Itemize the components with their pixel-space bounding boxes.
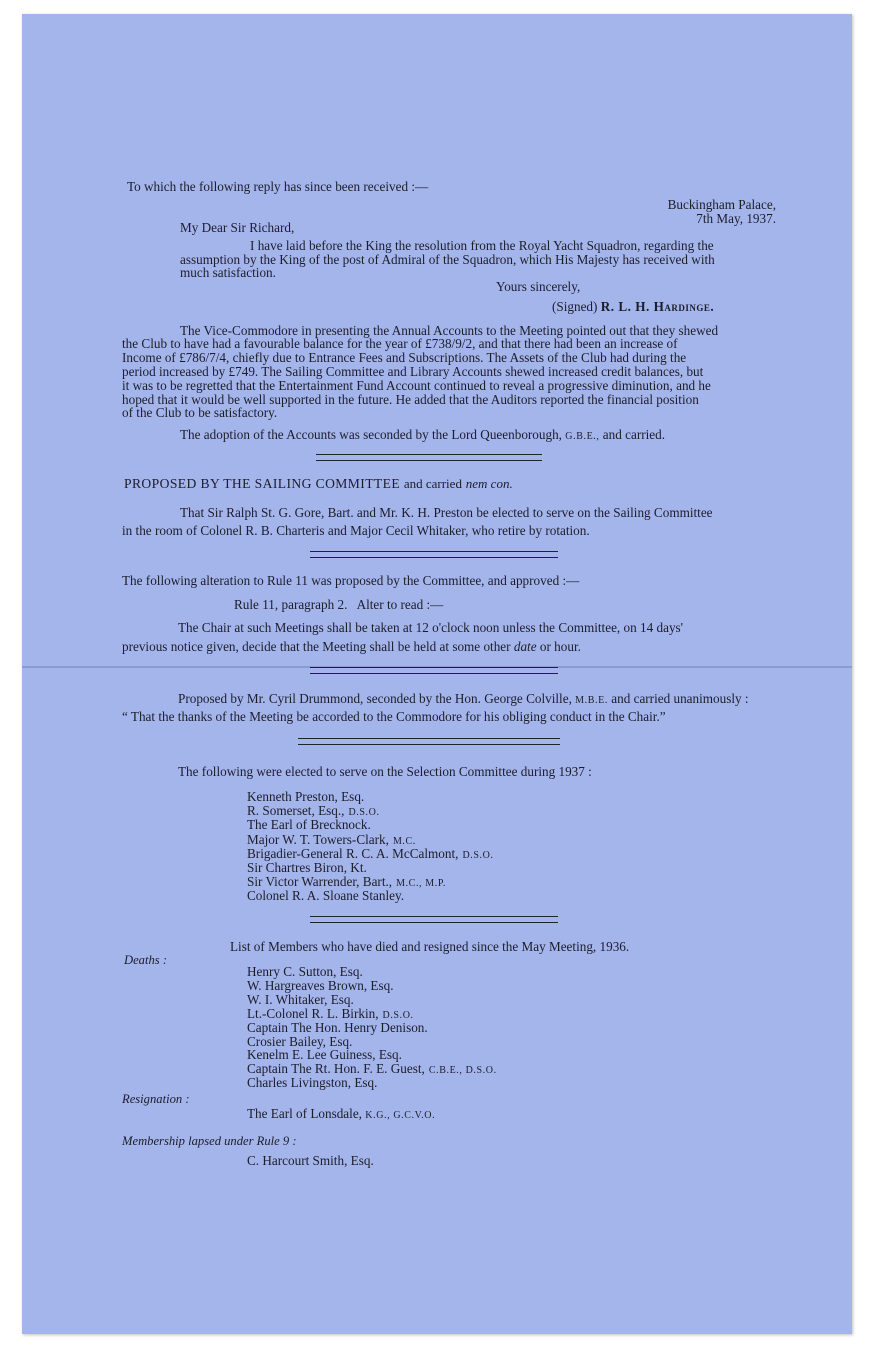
section-divider (310, 551, 558, 558)
accounts-line: the Club to have had a favourable balance for the year of £738/9/2, and that there had been an increase of (122, 336, 678, 351)
sailing-heading-italic: nem con. (465, 476, 513, 491)
death-entry-honour: C.B.E., D.S.O. (428, 1065, 497, 1077)
selection-member-honour: D.S.O. (348, 807, 380, 819)
sailing-heading-text: PROPOSED BY THE SAILING COMMITTEE (124, 476, 401, 491)
sailing-heading (124, 476, 513, 492)
rule-change-line: The Chair at such Meetings shall be taken at 12 o'clock noon unless the Committee, on 14 days' (178, 620, 684, 635)
selection-member-name: Brigadier-General R. C. A. McCalmont, (247, 845, 459, 861)
letter-closing: Yours sincerely, (496, 279, 581, 294)
selection-member-name: Sir Chartres Biron, Kt. (247, 860, 367, 875)
resignation-entry (247, 1107, 435, 1123)
document-page (22, 14, 852, 1334)
lapsed-entry: C. Harcourt Smith, Esq. (247, 1153, 374, 1168)
thanks-text: Proposed by Mr. Cyril Drummond, seconded by the Hon. George Colville, (178, 691, 572, 706)
rule-change-ref (234, 598, 443, 612)
letter-date: 7th May, 1937. (696, 211, 776, 226)
selection-member-name: Kenneth Preston, Esq. (247, 789, 365, 804)
rule-line2-text: previous notice given, decide that the Meeting shall be held at some other (122, 639, 511, 654)
death-entry-name: Kenelm E. Lee Guiness, Esq. (247, 1047, 402, 1063)
death-entry-name: Crosier Bailey, Esq. (247, 1033, 353, 1049)
letter-place: Buckingham Palace, (667, 197, 776, 212)
death-entry-name: W. Hargreaves Brown, Esq. (247, 977, 394, 993)
sailing-heading-suffix: and carried (403, 476, 462, 491)
selection-intro: The following were elected to serve on the Selection Committee during 1937 : (178, 764, 592, 779)
selection-member-name: Sir Victor Warrender, Bart., (247, 874, 393, 890)
intro-line: To which the following reply has since been received :— (127, 179, 429, 194)
resignation-label: Resignation : (122, 1092, 190, 1106)
accounts-line: of the Club to be satisfactory. (122, 405, 278, 420)
adoption-suffix: and carried. (602, 427, 666, 442)
death-entry-name: Charles Livingston, Esq. (247, 1075, 378, 1091)
death-entry (247, 1076, 377, 1090)
letter-salutation: My Dear Sir Richard, (180, 220, 295, 235)
death-entry-name: W. I. Whitaker, Esq. (247, 991, 354, 1007)
signer-name: R. L. H. Hardinge. (600, 299, 715, 314)
signed-prefix: (Signed) (552, 299, 598, 314)
death-entry-name: Captain The Rt. Hon. F. E. Guest, (247, 1061, 425, 1077)
sailing-line: in the room of Colonel R. B. Charteris and Major Cecil Whitaker, who retire by rotation. (122, 523, 590, 538)
selection-member (247, 861, 367, 875)
section-divider (310, 916, 558, 923)
accounts-adoption (180, 428, 665, 444)
death-entry-name: Captain The Hon. Henry Denison. (247, 1019, 428, 1035)
adoption-honour: G.B.E., (565, 431, 600, 442)
thanks-suffix: and carried unanimously : (611, 691, 749, 706)
selection-member-honour: D.S.O. (462, 849, 494, 861)
death-entry-name: Lt.-Colonel R. L. Birkin, (247, 1005, 379, 1021)
death-entry (247, 979, 394, 993)
section-divider (298, 738, 560, 745)
death-entry (247, 1035, 352, 1049)
lapsed-label: Membership lapsed under Rule 9 : (122, 1134, 297, 1148)
selection-member-name: Colonel R. A. Sloane Stanley. (247, 888, 405, 904)
rule-change-intro: The following alteration to Rule 11 was proposed by the Committee, and approved :— (122, 573, 580, 588)
thanks-quote: “ That the thanks of the Meeting be accorded to the Commodore for his obliging conduct in the Chair.” (122, 709, 666, 724)
letter-body-text: I have laid before the King the resolution from the Royal Yacht Squadron, regarding the (250, 238, 714, 253)
letter-body-text: much satisfaction. (180, 265, 276, 280)
accounts-line: hoped that it would be well supported in the future. He added that the Auditors reported the financial position (122, 392, 699, 407)
adoption-text: The adoption of the Accounts was seconded by the Lord Queenborough, (180, 427, 562, 442)
resignation-honour: K.G., G.C.V.O. (365, 1110, 436, 1121)
accounts-line: The Vice-Commodore in presenting the Annual Accounts to the Meeting pointed out that they shewed (180, 323, 719, 338)
section-divider (310, 667, 558, 674)
selection-member-name: Major W. T. Towers-Clark, (247, 831, 389, 847)
rule-alter: Alter to read :— (356, 597, 444, 612)
accounts-line: it was to be regretted that the Entertainment Fund Account continued to reveal a progressive diminution, and he (122, 378, 711, 393)
rule-line2-suffix: or hour. (539, 639, 581, 654)
death-entry-honour: D.S.O. (382, 1009, 414, 1021)
selection-member-name: R. Somerset, Esq., (247, 803, 345, 819)
selection-member-honour: M.C., M.P. (396, 878, 446, 890)
selection-member-name: The Earl of Brecknock. (247, 817, 371, 833)
rule-ref: Rule 11, paragraph 2. (234, 597, 348, 612)
selection-member-honour: M.C. (392, 835, 416, 847)
death-entry-name: Henry C. Sutton, Esq. (247, 964, 363, 979)
members-list-title: List of Members who have died and resigned since the May Meeting, 1936. (230, 939, 630, 954)
letter-signature (552, 300, 714, 314)
resignation-name: The Earl of Lonsdale, (247, 1106, 362, 1121)
selection-member (247, 889, 404, 903)
death-entry (247, 965, 363, 979)
death-entry (247, 1048, 402, 1062)
accounts-line: Income of £786/7/4, chiefly due to Entrance Fees and Subscriptions. The Assets of the Club had during the (122, 350, 687, 365)
accounts-line: period increased by £749. The Sailing Committee and Library Accounts shewed increased credit balances, but (122, 364, 704, 379)
deaths-label: Deaths : (124, 953, 168, 967)
sailing-line: That Sir Ralph St. G. Gore, Bart. and Mr. K. H. Preston be elected to serve on the Sailing Committee (180, 505, 713, 520)
letter-body-text: assumption by the King of the post of Admiral of the Squadron, which His Majesty has received with (180, 252, 715, 267)
letter-body-line (250, 239, 714, 253)
selection-member (247, 818, 371, 832)
section-divider (316, 454, 542, 461)
death-entry (247, 993, 354, 1007)
thanks-honour: M.B.E. (575, 695, 608, 706)
rule-change-line (122, 640, 581, 654)
letter-body-line (180, 266, 276, 280)
selection-member (247, 790, 364, 804)
rule-line2-italic: date (513, 639, 537, 654)
death-entry (247, 1021, 428, 1035)
thanks-line (178, 692, 749, 708)
